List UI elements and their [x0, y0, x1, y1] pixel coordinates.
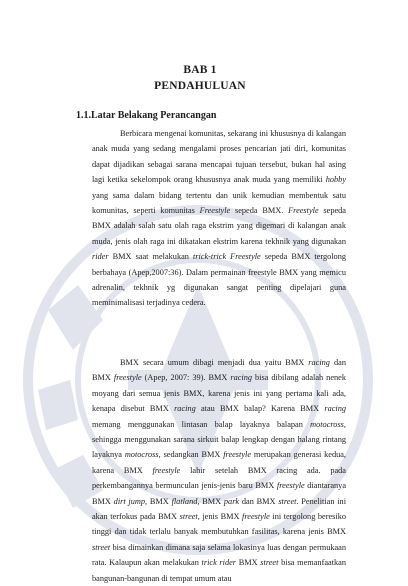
text-run: sepeda BMX adalah salah satu olah raga ekstrim yang digemari di kalangan anak muda, jenis olah raga ini dikatakan ekstrim karena tekhnik yang digunakan — [92, 206, 346, 246]
italic-term: park — [223, 496, 240, 506]
italic-term: racing — [308, 358, 330, 367]
text-run: (Apep, 2007: 39). BMX — [141, 373, 231, 383]
text-run: BMX secara umum dibagi menjadi dua yaitu BMX — [120, 358, 309, 367]
paragraph-1 — [92, 126, 346, 311]
italic-term: street — [92, 542, 111, 552]
italic-term: Freestyle — [199, 206, 231, 216]
text-run: , sedangkan BMX — [158, 450, 224, 460]
text-run: diantaranya BMX — [92, 481, 347, 506]
italic-term: freestyle — [276, 481, 305, 491]
italic-term: trick-trick Freestyle — [192, 252, 261, 262]
text-run: BMX saat melakukan — [108, 252, 193, 262]
italic-term: flatland, — [171, 496, 200, 506]
italic-term: racing — [324, 404, 347, 414]
text-run: bisa dibilang adalah nenek moyang dari semua jenis BMX, karena jenis ini yang pertama kali ada, kenapa disebut BMX — [92, 373, 346, 414]
italic-term: dirt jump, — [113, 496, 148, 506]
italic-term: Freestyle — [288, 206, 319, 216]
italic-term: street — [179, 512, 198, 522]
italic-term: hobby — [325, 175, 346, 185]
paragraph-2 — [92, 355, 346, 586]
text-run: ini tergolong beresiko tinggi dan tidak terlalu banyak membutuhkan fasilitas, karena jenis BMX — [92, 512, 346, 537]
chapter-number: BAB 1 — [183, 64, 217, 76]
italic-term: street — [278, 496, 297, 506]
text-run: dan BMX — [92, 358, 346, 383]
text-run: BMX — [199, 496, 224, 506]
text-run: . Penelitian ini akan terfokus pada BMX — [92, 496, 347, 522]
italic-term: racing — [230, 373, 253, 383]
text-run: dan BMX — [239, 496, 279, 506]
italic-term: motocross — [124, 450, 159, 460]
text-run: yang sama dalam bidang tertentu dan unik kemudian membentuk satu komunitas, seperti komunitas — [92, 190, 346, 216]
italic-term: racing — [174, 404, 196, 414]
text-run: , sehingga menggunakan sarana sirkuit balap lengkap dengan halang rintang layaknya — [92, 419, 346, 460]
italic-term: freestyle — [223, 450, 252, 460]
text-run: , jenis BMX — [197, 512, 243, 522]
section-heading: 1.1.Latar Belakang Perancangan — [76, 110, 217, 121]
italic-term: rider — [92, 252, 109, 262]
text-run: lahir setelah BMX racing ada. pada perkembangannya bermunculan jenis-jenis baru BMX — [92, 465, 346, 491]
text-run: bisa dimainkan dimana saja selama lokasinya luas dengan permukaan rata. Kalaupun akan melakukan — [92, 542, 346, 568]
text-run: sepeda BMX tergolong berbahaya (Apep,2007:36). Dalam permainan freestyle BMX yang memicu adrenalin, tekhnik yg digunakan sangat penting dipelajari guna meminimalisasi terjadinya cedera. — [92, 252, 346, 308]
text-run: BMX — [147, 496, 172, 506]
text-run: memang menggunakan lintasan balap layaknya balapan — [92, 419, 311, 429]
italic-term: street — [260, 558, 279, 568]
italic-term: freestyle — [152, 465, 181, 475]
text-run: atau BMX balap? Karena BMX — [195, 404, 325, 414]
italic-term: freestyle — [242, 512, 270, 522]
text-run: Berbicara mengenai komunitas, sekarang ini khususnya di kalangan anak muda yang sedang mengalami proses pencarian jati diri, komunitas dapat dijadikan sebagai sarana mencapai tujuan tersebut, bukan hal asing lagi ketika sekelompok orang khususnya anak muda yang memiliki — [92, 129, 346, 185]
text-run: sepeda BMX. — [230, 206, 289, 216]
text-run: bisa memanfaatkan bangunan-bangunan di tempat umum atau — [92, 558, 346, 583]
italic-term: trick rider — [201, 558, 237, 568]
chapter-title: PENDAHULUAN — [154, 80, 246, 92]
text-run: merupakan generasi kedua, karena BMX — [92, 450, 346, 475]
italic-term: freestyle — [113, 373, 142, 383]
italic-term: motocross — [310, 419, 344, 429]
text-run: BMX — [236, 558, 261, 568]
